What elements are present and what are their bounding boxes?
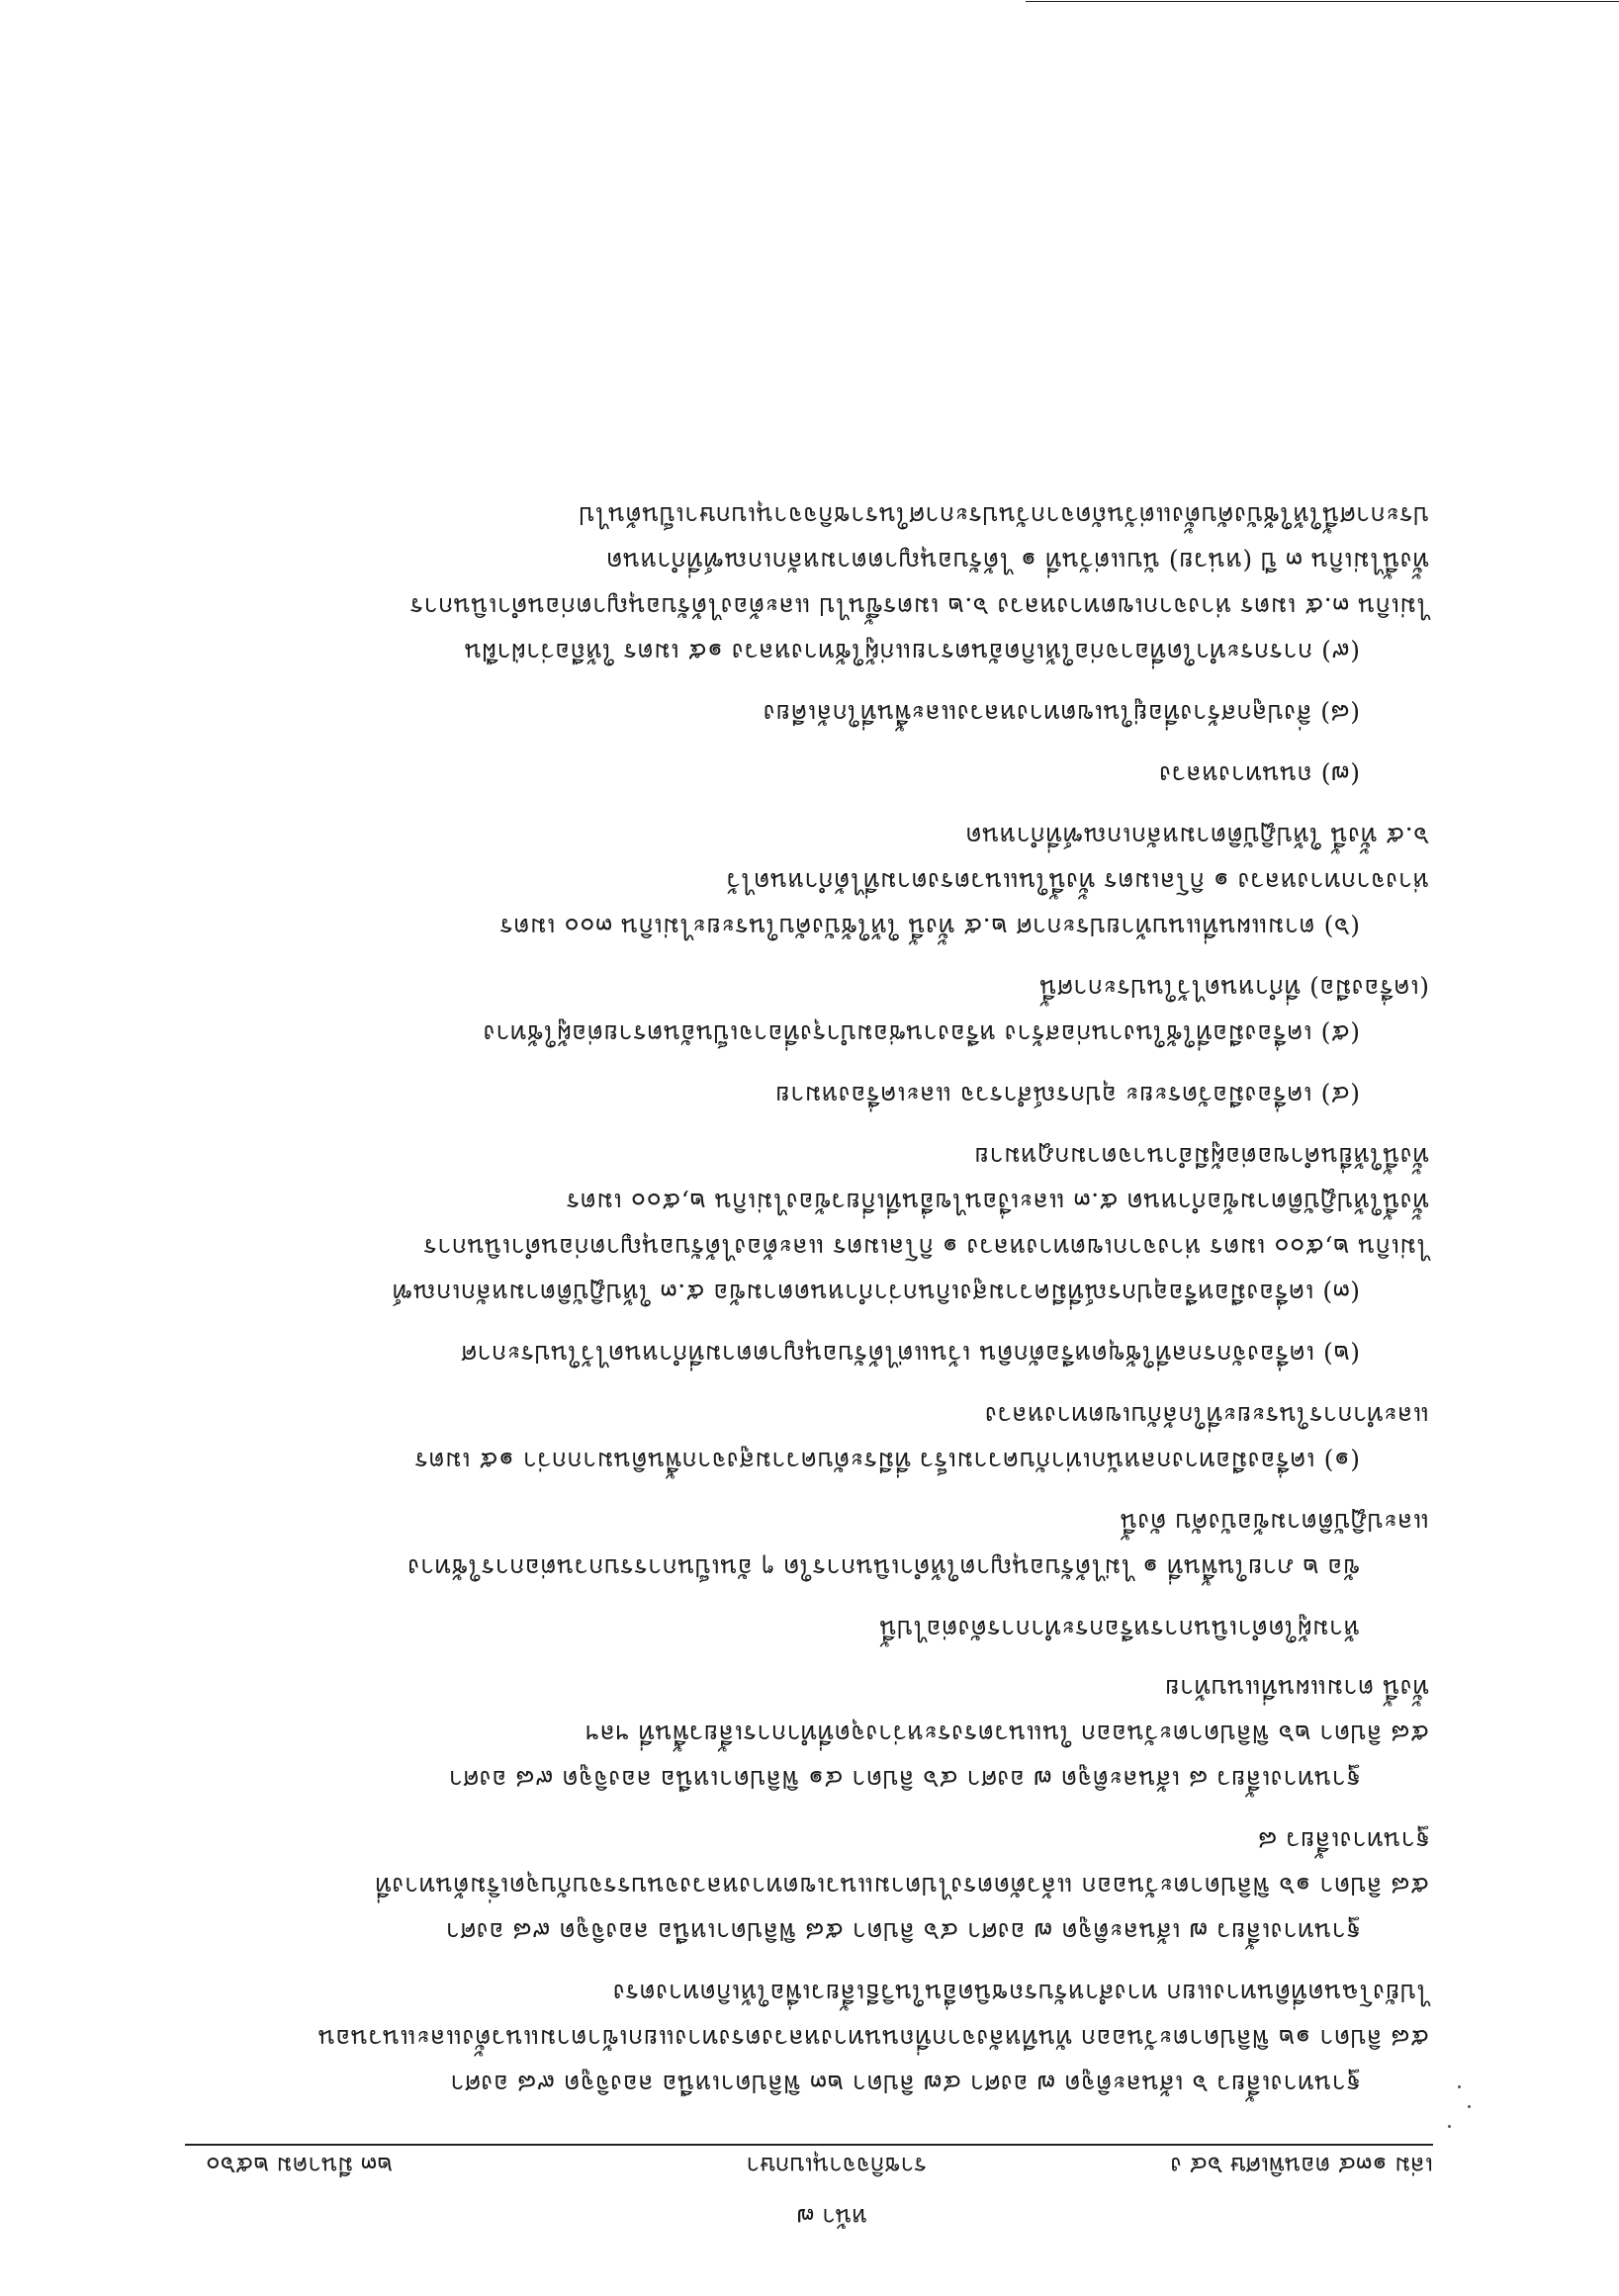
header-gazette: ราชกิจจานุเบกษา bbox=[746, 2152, 927, 2179]
scan-speck bbox=[1468, 2105, 1471, 2108]
text-line: ๖.๕ ทั้งนี้ ให้ปฏิบัติตามหลักเกณฑ์ที่กำหนด bbox=[964, 822, 1429, 850]
text-line: ไม่เกิน ๒,๕๐๐ เมตร ห่างจากเขตทางหลวง ๑ กิโลเมตร และต้องได้รับอนุญาตก่อนดำเนินการ bbox=[422, 1233, 1429, 1262]
header-book: เล่ม ๑๓๔ ตอนพิเศษ ๖๔ ง bbox=[1170, 2152, 1433, 2179]
text-line: (๕) เครื่องมือที่ใช้ในงานก่อสร้าง หรืองานซ่อมบำรุงที่อาจเป็นอันตรายต่อผู้ใช้ทาง bbox=[483, 1019, 1360, 1048]
text-line: ห้ามผู้ใดดำเนินการหรือกระทำการดังต่อไปนี้ bbox=[879, 1615, 1360, 1643]
text-line: ทั้งนี้ไม่เกิน ๓ ปี (หน่วย) นับแต่วันที่ ๑ ได้รับอนุญาตตามหลักเกณฑ์ที่กำหนด bbox=[605, 547, 1429, 575]
text-line: (๗) ถนนทางหลวง bbox=[1158, 760, 1360, 789]
text-line: (๓) เครื่องมือหรืออุปกรณ์ที่มีความสูงเกินกว่ากำหนดตามข้อ ๕.๓ ให้ปฏิบัติตามหลักเกณฑ์ bbox=[391, 1279, 1360, 1307]
text-line: ไม่เกิน ๓.๕ เมตร ห่างจากเขตทางหลวง ๖.๒ เมตรขึ้นไป และต้องได้รับอนุญาตก่อนดำเนินการ bbox=[409, 592, 1429, 621]
text-line: และปฏิบัติตามข้อบังคับ ดังนี้ bbox=[1120, 1508, 1429, 1537]
text-line: ๕๘ ลิปดา ๑๖ ฟิลิปดาตะวันออก แล้วตัดตรงไปตามแนวเขตทางหลวงจนบรรจบกับจุดเริ่มต้นทางที่ bbox=[374, 1872, 1429, 1900]
text-line: (๘) สิ่งปลูกสร้างที่อยู่ในเขตทางหลวงและพื้นที่ใกล้เคียง bbox=[763, 699, 1360, 728]
text-line: ทั้งนี้ให้ยื่นคำขอต่อผู้มีอำนาจตามกฎหมาย bbox=[973, 1142, 1429, 1171]
text-line: และทำการในระยะที่ใกล้กับเขตทางหลวง bbox=[984, 1401, 1429, 1430]
text-line: ทั้งนี้ให้ปฏิบัติตามข้อกำหนด ๕.๓ และเงื่อนไขอื่นที่เกี่ยวข้องไม่เกิน ๒,๕๐๐ เมตร bbox=[566, 1188, 1429, 1216]
text-line: ทั้งนี้ ตามแผนที่แนบท้าย bbox=[1164, 1674, 1429, 1703]
text-line: ฐานทางเลี้ยว ๗ เส้นละติจูด ๗ องศา ๔๖ ลิปดา ๕๘ ฟิลิปดาเหนือ ลองจิจูด ๙๘ องศา bbox=[445, 1917, 1360, 1946]
text-line: (๒) เครื่องจักรกลที่ใช้ขุดหรือตักดิน เว้นแต่ได้รับอนุญาตตามที่กำหนดไว้ในประกาศ bbox=[460, 1340, 1360, 1369]
text-line: (เครื่องมือ) ที่กำหนดไว้ในประกาศนี้ bbox=[1038, 974, 1429, 1003]
text-line: ข้อ ๒ ภายในพื้นที่ ๑ ไม่ได้รับอนุญาตให้ดำเนินการใด ๆ อันเป็นการรบกวนต่อการใช้ทาง bbox=[406, 1553, 1360, 1582]
scan-edge-line bbox=[1026, 1, 1619, 2]
text-line: ๕๘ ลิปดา ๒๖ ฟิลิปดาตะวันออก ในแนวตรงระหว่างจุดที่ทำการเลี้ยวพื้นที่ ฯลฯ bbox=[585, 1720, 1429, 1748]
text-line: ประกาศนี้ให้ใช้บังคับตั้งแต่วันถัดจากวันประกาศในราชกิจจานุเบกษาเป็นต้นไป bbox=[578, 501, 1429, 530]
text-line: ไปยังโฉนดที่ดินทางแยก ทางสำหรับรถชนิดอื่นในวิธีเลี้ยวเพื่อให้เกิดทางตรง bbox=[612, 1979, 1429, 2007]
text-line: ฐานทางเลี้ยว ๘ bbox=[1257, 1826, 1429, 1855]
text-line: (๙) การกระทำใดที่อาจก่อให้เกิดอันตรายแก่ผู้ใช้ทางหลวง ๑๕ เมตร ให้ถือว่าฝ่าฝืน bbox=[464, 638, 1360, 666]
text-line: ห่างจากทางหลวง ๑ กิโลเมตร ทั้งนี้ในแนวตรงตามที่ได้กำหนดไว้ bbox=[726, 867, 1429, 896]
text-line: ฐานทางเลี้ยว ๖ เส้นละติจูด ๗ องศา ๔๗ ลิปดา ๒๓ ฟิลิปดาเหนือ ลองจิจูด ๙๘ องศา bbox=[449, 2070, 1360, 2098]
text-line: ฐานทางเลี้ยว ๘ เส้นละติจูด ๗ องศา ๔๖ ลิปดา ๔๑ ฟิลิปดาเหนือ ลองจิจูด ๙๘ องศา bbox=[448, 1765, 1360, 1794]
scan-speck bbox=[1448, 2125, 1451, 2128]
text-line: ๕๘ ลิปดา ๑๒ ฟิลิปดาตะวันออก ทันทีหลังจากที่ถนนทางหลวงตรงทางแยกเข้าตามแนวตั้งและแนวนอน bbox=[317, 2024, 1429, 2053]
page-number: หน้า ๗ bbox=[796, 2203, 867, 2231]
scan-speck bbox=[1458, 2085, 1461, 2088]
text-line: (๑) เครื่องมือทางกลหนักเท่ากับความเร็ว ที่มีระดับความสูงจากพื้นดินมากกว่า ๑๕ เมตร bbox=[413, 1447, 1360, 1475]
text-line: (๔) เครื่องมือวัดระยะ อุปกรณ์สำรวจ และเครื่องหมาย bbox=[774, 1081, 1360, 1109]
header-rule bbox=[185, 2144, 1433, 2146]
text-line: (๖) ตามแผนที่แนบท้ายประกาศ ๒.๕ ทั้งนี้ ให้ใช้บังคับในระยะไม่เกิน ๓๐๐ เมตร bbox=[498, 913, 1360, 941]
header-date: ๒๓ มีนาคม ๒๕๖๐ bbox=[206, 2152, 393, 2179]
